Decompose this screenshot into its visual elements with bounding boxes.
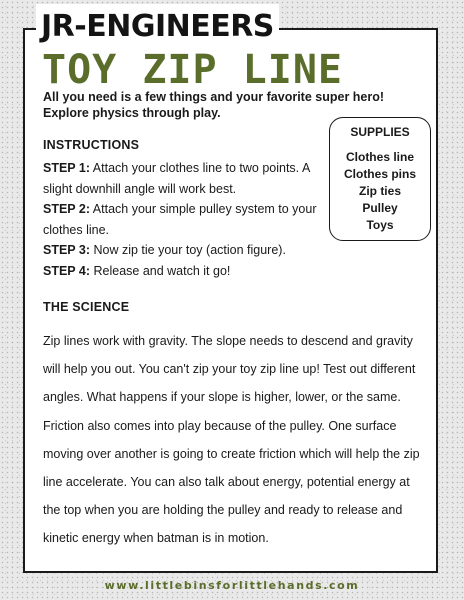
step-label: STEP 3: [43,243,91,258]
step-item [43,158,323,199]
supplies-title: SUPPLIES [350,125,410,139]
footer-url[interactable]: www.littlebinsforlittlehands.com [104,579,360,592]
instructions-heading: INSTRUCTIONS [43,138,140,152]
page-title: TOY ZIP LINE [42,47,343,93]
step-label: STEP 4: [43,263,91,278]
step-text: Attach your simple pulley system to your clothes line. [43,202,317,237]
step-text: Release and watch it go! [90,263,231,278]
step-item [43,240,323,261]
supplies-list [330,149,430,234]
science-body: Zip lines work with gravity. The slope needs to descend and gravity will help you out. You can't zip your toy zip line up! Test out different angles. What happens if your slope is higher, lower, or the same. Friction also comes into play because of the pulley. One surface moving over another is going to create friction which will help the zip line accelerate. You can also talk about energy, potential energy at the top when you are holding the pulley and ready to release and kinetic energy when batman is in motion. [43,334,420,546]
supply-item: Zip ties [358,184,401,198]
supplies-box [329,117,431,241]
supply-item: Toys [366,218,394,232]
supply-item: Pulley [362,201,398,215]
step-label: STEP 1: [43,161,91,175]
supply-item: Clothes line [345,150,414,164]
instructions-steps [43,158,323,282]
series-title: JR-ENGINEERS [36,4,279,50]
supply-item: Clothes pins [343,167,416,181]
step-label: STEP 2: [43,202,91,217]
step-text: Now zip tie your toy (action figure). [90,243,286,258]
step-item [43,199,323,240]
intro-line-1: All you need is a few things and your favorite super hero! [43,90,385,104]
science-heading: THE SCIENCE [43,300,130,314]
step-item [43,261,323,282]
intro-line-2: Explore physics through play. [43,106,221,120]
step-text: Attach your clothes line to two points. A slight downhill angle will work best. [43,161,310,196]
